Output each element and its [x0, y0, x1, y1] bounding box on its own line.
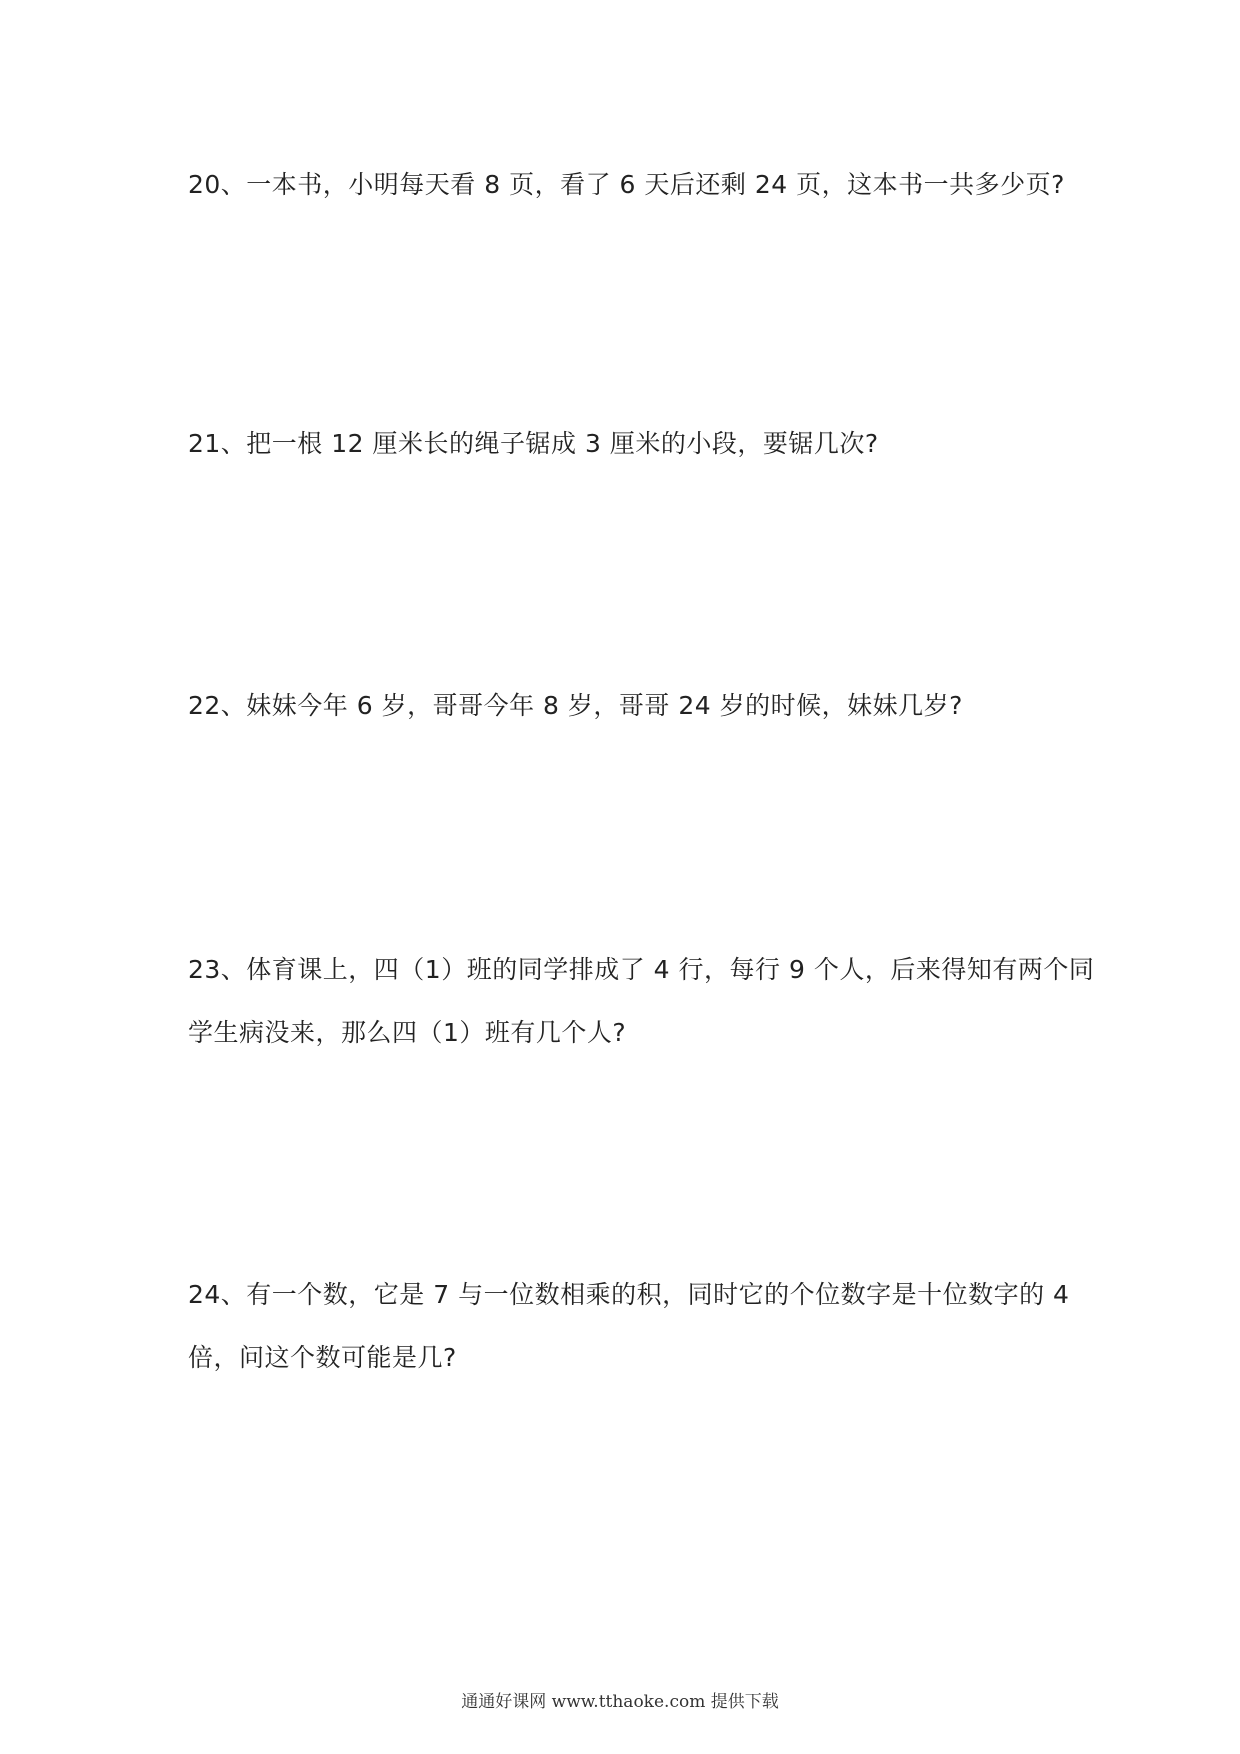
question-20	[188, 153, 1068, 216]
question-text: 22、妹妹今年 6 岁，哥哥今年 8 岁，哥哥 24 岁的时候，妹妹几岁?	[188, 691, 963, 720]
question-text: 20、一本书，小明每天看 8 页，看了 6 天后还剩 24 页，这本书一共多少页?	[188, 170, 1065, 199]
question-text-line-1: 24、有一个数，它是 7 与一位数相乘的积，同时它的个位数字是十位数字的 4	[188, 1280, 1070, 1309]
question-21	[188, 412, 1068, 475]
question-24	[188, 1263, 1068, 1389]
question-23	[188, 938, 1095, 1064]
question-text-line-2: 倍，问这个数可能是几?	[188, 1343, 457, 1372]
question-22	[188, 674, 1068, 737]
question-text-line-1: 23、体育课上，四（1）班的同学排成了 4 行，每行 9 个人，后来得知有两个同	[188, 955, 1095, 984]
question-text-line-2: 学生病没来，那么四（1）班有几个人?	[188, 1018, 627, 1047]
footer-source-note: 通通好课网 www.tthaoke.com 提供下载	[461, 1692, 779, 1712]
question-text: 21、把一根 12 厘米长的绳子锯成 3 厘米的小段，要锯几次?	[188, 429, 879, 458]
